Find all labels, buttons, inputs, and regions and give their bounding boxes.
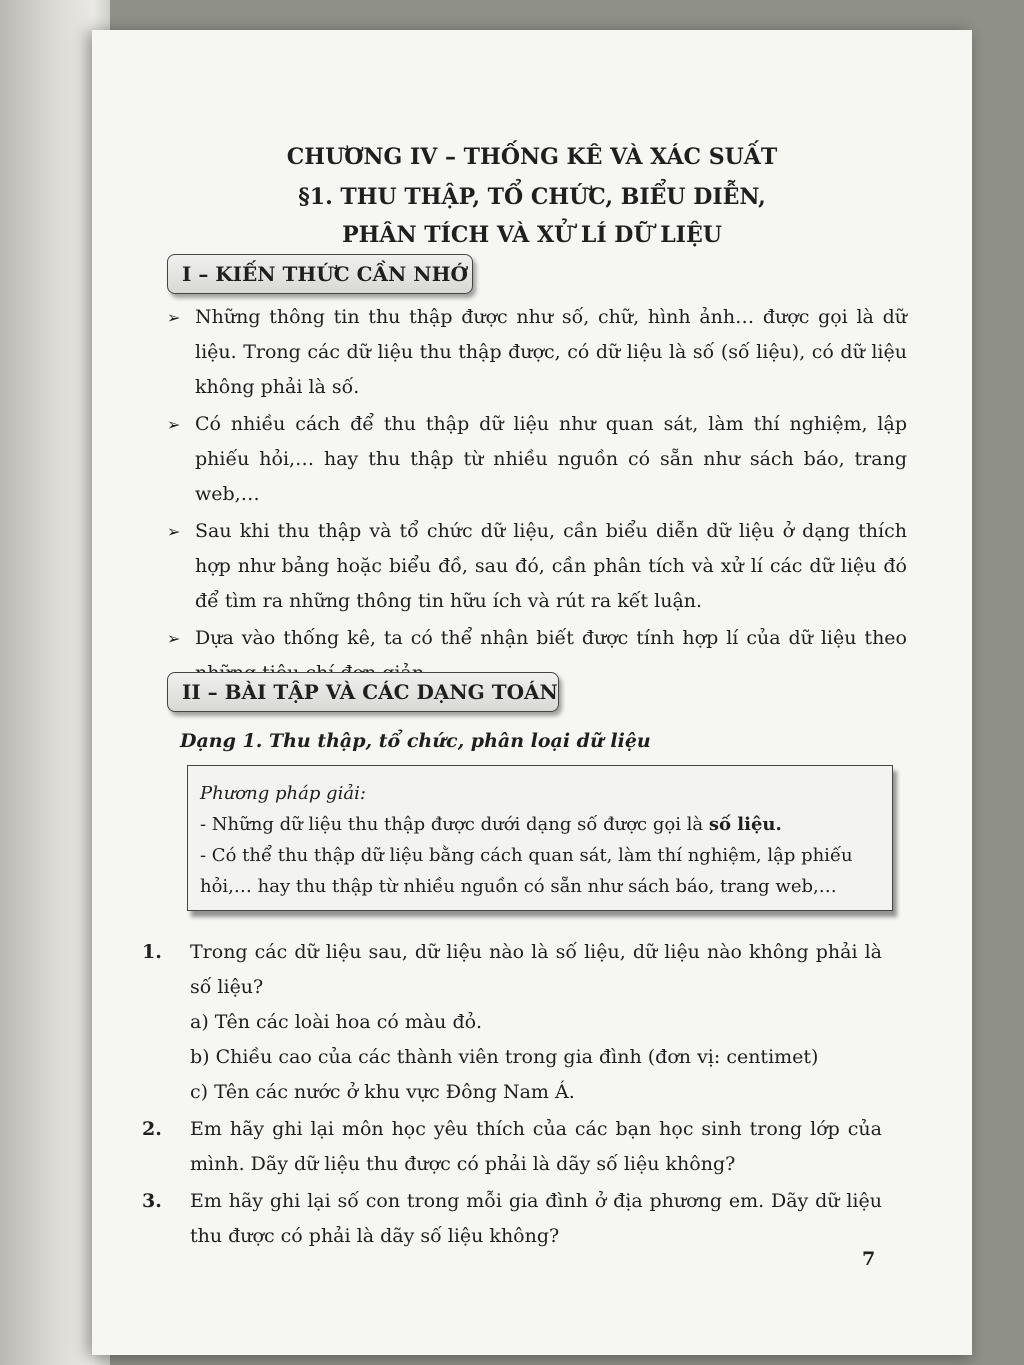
exercise-item bbox=[142, 1112, 882, 1182]
exercise-text: Trong các dữ liệu sau, dữ liệu nào là số liệu, dữ liệu nào không phải là số liệu? bbox=[190, 941, 882, 998]
method-line-1: - Những dữ liệu thu thập được dưới dạng số được gọi là số liệu. bbox=[200, 814, 782, 835]
bullet-item: ➢ Những thông tin thu thập được như số, chữ, hình ảnh… được gọi là dữ liệu. Trong các dữ liệu thu thập được, có dữ liệu là số (số liệu), có dữ liệu không phải là số. bbox=[167, 300, 907, 405]
exercise-subitem: a) Tên các loài hoa có màu đỏ. bbox=[190, 1011, 483, 1033]
method-keyword: số liệu. bbox=[708, 814, 782, 835]
bullet-item: ➢ Dựa vào thống kê, ta có thể nhận biết được tính hợp lí của dữ liệu theo bbox=[167, 621, 907, 691]
method-box bbox=[187, 765, 893, 911]
exercise-text: Em hãy ghi lại số con trong mỗi gia đình ở địa phương em. Dãy dữ liệu thu được có phải là dãy số liệu không? bbox=[190, 1190, 882, 1247]
exercise-number: 1. bbox=[142, 941, 162, 963]
arrow-bullet-icon: ➢ bbox=[167, 308, 181, 327]
method-title: Phương pháp giải: bbox=[200, 783, 366, 804]
exercise-subitem: c) Tên các nước ở khu vực Đông Nam Á. bbox=[190, 1081, 575, 1103]
exercise-item bbox=[142, 1184, 882, 1254]
exercise-text: Em hãy ghi lại môn học yêu thích của các bạn học sinh trong lớp của mình. Dãy dữ liệu thu được có phải là dãy số liệu không? bbox=[190, 1118, 882, 1175]
method-line-2: - Có thể thu thập dữ liệu bằng cách quan sát, làm thí nghiệm, lập phiếu hỏi,… hay thu thập từ nhiều nguồn có sẵn như sách báo, trang web,… bbox=[200, 845, 853, 897]
exercise-number: 3. bbox=[142, 1190, 162, 1212]
book-page bbox=[92, 30, 972, 1355]
exercise-item bbox=[142, 935, 882, 1110]
page-number: 7 bbox=[862, 1248, 876, 1270]
arrow-bullet-icon: ➢ bbox=[167, 522, 181, 541]
chapter-title: CHƯƠNG IV – THỐNG KÊ VÀ XÁC SUẤT bbox=[286, 144, 778, 170]
exercise-number: 2. bbox=[142, 1118, 162, 1140]
form-heading: Dạng 1. Thu thập, tổ chức, phân loại dữ liệu bbox=[180, 730, 651, 752]
arrow-bullet-icon: ➢ bbox=[167, 629, 181, 648]
bullet-item: ➢ Có nhiều cách để thu thập dữ liệu như quan sát, làm thí nghiệm, lập phiếu hỏi,… hay thu thập từ nhiều nguồn có sẵn như sách báo, trang web,… bbox=[167, 407, 907, 512]
arrow-bullet-icon: ➢ bbox=[167, 415, 181, 434]
exercise-subitem: b) Chiều cao của các thành viên trong gia đình (đơn vị: centimet) bbox=[190, 1046, 819, 1068]
section-heading-exercises: II – BÀI TẬP VÀ CÁC DẠNG TOÁN bbox=[167, 672, 559, 712]
exercise-list bbox=[142, 935, 882, 1256]
lesson-title-line2: PHÂN TÍCH VÀ XỬ LÍ DỮ LIỆU bbox=[342, 222, 722, 248]
knowledge-bullet-list bbox=[167, 300, 907, 693]
lesson-title-line1: §1. THU THẬP, TỔ CHỨC, BIỂU DIỄN, bbox=[298, 184, 766, 210]
section-heading-knowledge: I – KIẾN THỨC CẦN NHỚ bbox=[167, 254, 473, 294]
bullet-item: ➢ Sau khi thu thập và tổ chức dữ liệu, cần biểu diễn dữ liệu ở dạng thích hợp như bảng hoặc biểu đồ, sau đó, cần phân tích và xử lí các dữ liệu đó để tìm ra những thông tin hữu ích và rút ra kết luận. bbox=[167, 514, 907, 619]
